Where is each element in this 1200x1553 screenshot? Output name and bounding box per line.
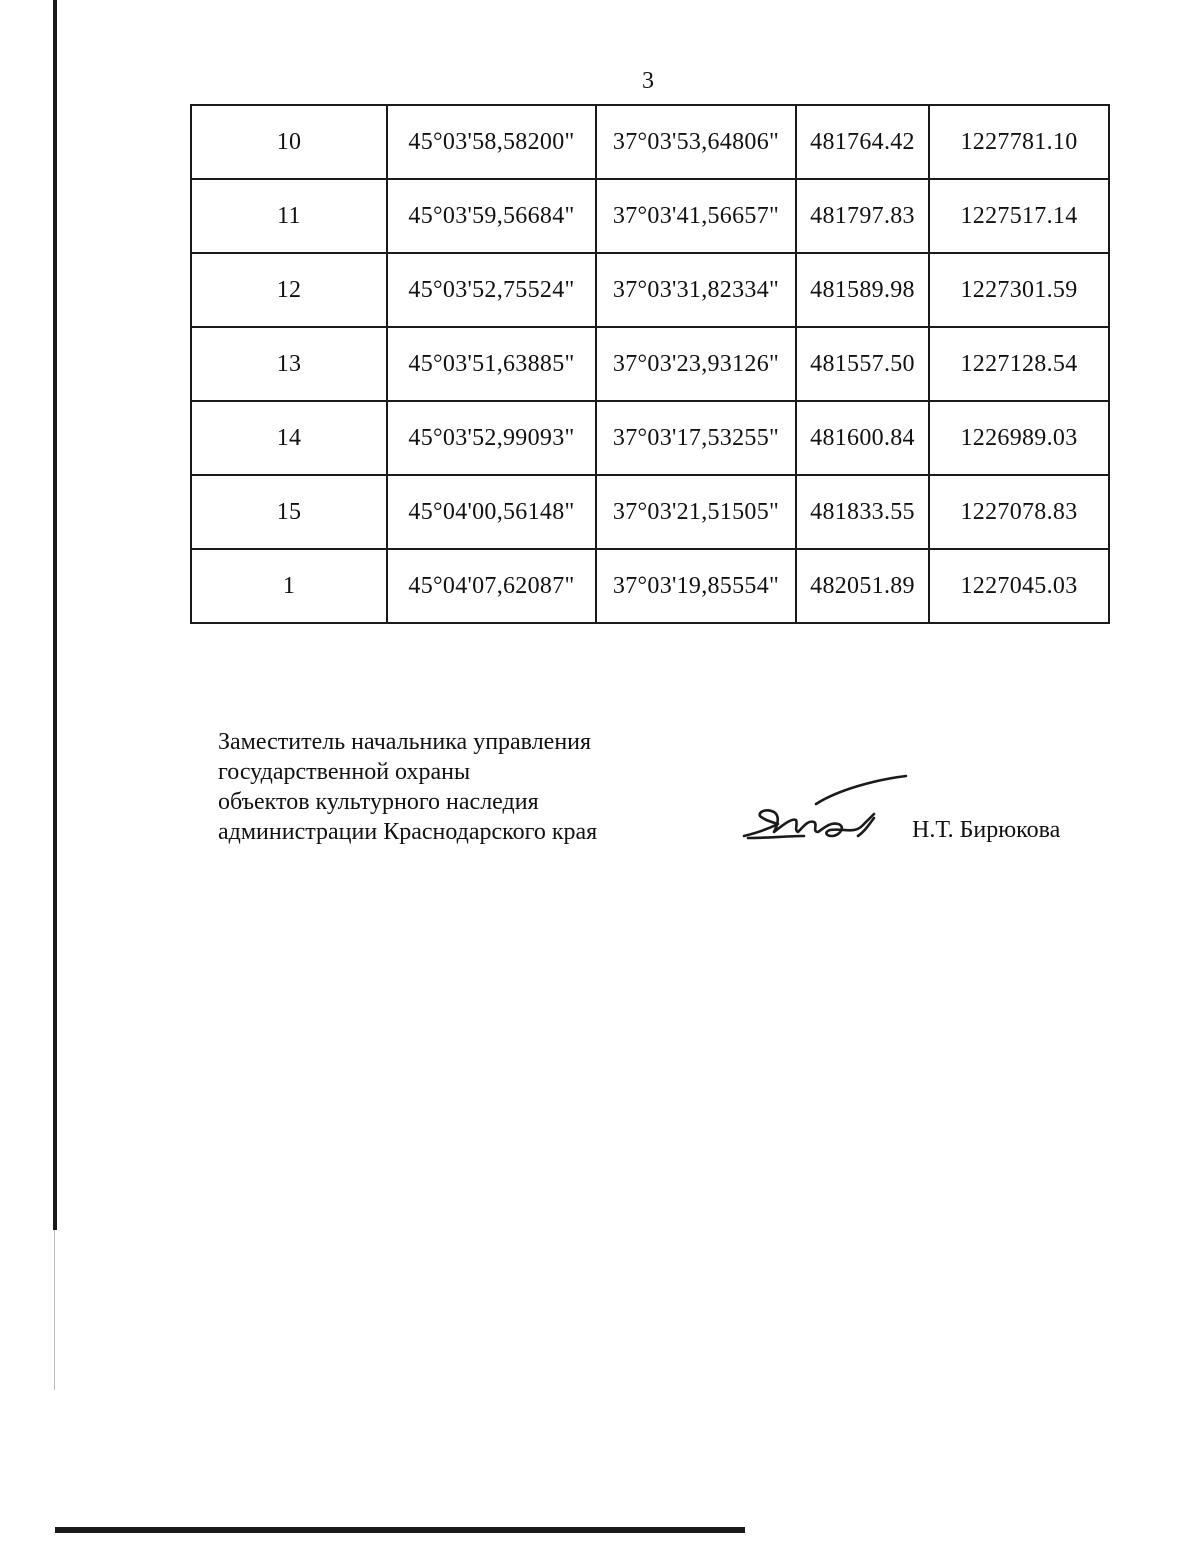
latitude-cell: 45°03'52,99093" <box>387 401 596 475</box>
latitude-cell: 45°03'52,75524" <box>387 253 596 327</box>
point-number-cell: 12 <box>191 253 387 327</box>
longitude-cell: 37°03'21,51505" <box>596 475 796 549</box>
table-row <box>191 401 1109 475</box>
signer-position-line: государственной охраны <box>218 759 471 785</box>
coordinates-table <box>190 104 1110 624</box>
signer-name: Н.Т. Бирюкова <box>912 817 1061 843</box>
point-number-cell: 13 <box>191 327 387 401</box>
longitude-cell: 37°03'23,93126" <box>596 327 796 401</box>
y-coordinate-cell: 1227781.10 <box>929 105 1109 179</box>
x-coordinate-cell: 481764.42 <box>796 105 929 179</box>
y-coordinate-cell: 1227078.83 <box>929 475 1109 549</box>
table-row <box>191 179 1109 253</box>
x-coordinate-cell: 481797.83 <box>796 179 929 253</box>
latitude-cell: 45°04'00,56148" <box>387 475 596 549</box>
x-coordinate-cell: 481600.84 <box>796 401 929 475</box>
x-coordinate-cell: 481589.98 <box>796 253 929 327</box>
point-number-cell: 1 <box>191 549 387 623</box>
table-row <box>191 327 1109 401</box>
latitude-cell: 45°03'51,63885" <box>387 327 596 401</box>
page-number: 3 <box>642 68 654 94</box>
latitude-cell: 45°03'58,58200" <box>387 105 596 179</box>
signer-position-line: объектов культурного наследия <box>218 789 539 815</box>
point-number-cell: 11 <box>191 179 387 253</box>
y-coordinate-cell: 1227301.59 <box>929 253 1109 327</box>
x-coordinate-cell: 481833.55 <box>796 475 929 549</box>
point-number-cell: 15 <box>191 475 387 549</box>
longitude-cell: 37°03'17,53255" <box>596 401 796 475</box>
point-number-cell: 14 <box>191 401 387 475</box>
scan-bottom-edge <box>55 1527 745 1533</box>
x-coordinate-cell: 482051.89 <box>796 549 929 623</box>
y-coordinate-cell: 1227517.14 <box>929 179 1109 253</box>
longitude-cell: 37°03'19,85554" <box>596 549 796 623</box>
table-row <box>191 549 1109 623</box>
y-coordinate-cell: 1227045.03 <box>929 549 1109 623</box>
signer-position <box>218 727 597 847</box>
longitude-cell: 37°03'31,82334" <box>596 253 796 327</box>
scan-left-edge <box>53 0 57 1230</box>
longitude-cell: 37°03'41,56657" <box>596 179 796 253</box>
scan-left-edge-faint <box>54 1230 55 1390</box>
table-row <box>191 105 1109 179</box>
table-row <box>191 475 1109 549</box>
latitude-cell: 45°03'59,56684" <box>387 179 596 253</box>
signer-position-line: Заместитель начальника управления <box>218 729 592 755</box>
y-coordinate-cell: 1227128.54 <box>929 327 1109 401</box>
y-coordinate-cell: 1226989.03 <box>929 401 1109 475</box>
handwritten-signature <box>738 766 918 856</box>
x-coordinate-cell: 481557.50 <box>796 327 929 401</box>
table-row <box>191 253 1109 327</box>
signer-position-line: администрации Краснодарского края <box>218 819 598 845</box>
longitude-cell: 37°03'53,64806" <box>596 105 796 179</box>
point-number-cell: 10 <box>191 105 387 179</box>
latitude-cell: 45°04'07,62087" <box>387 549 596 623</box>
